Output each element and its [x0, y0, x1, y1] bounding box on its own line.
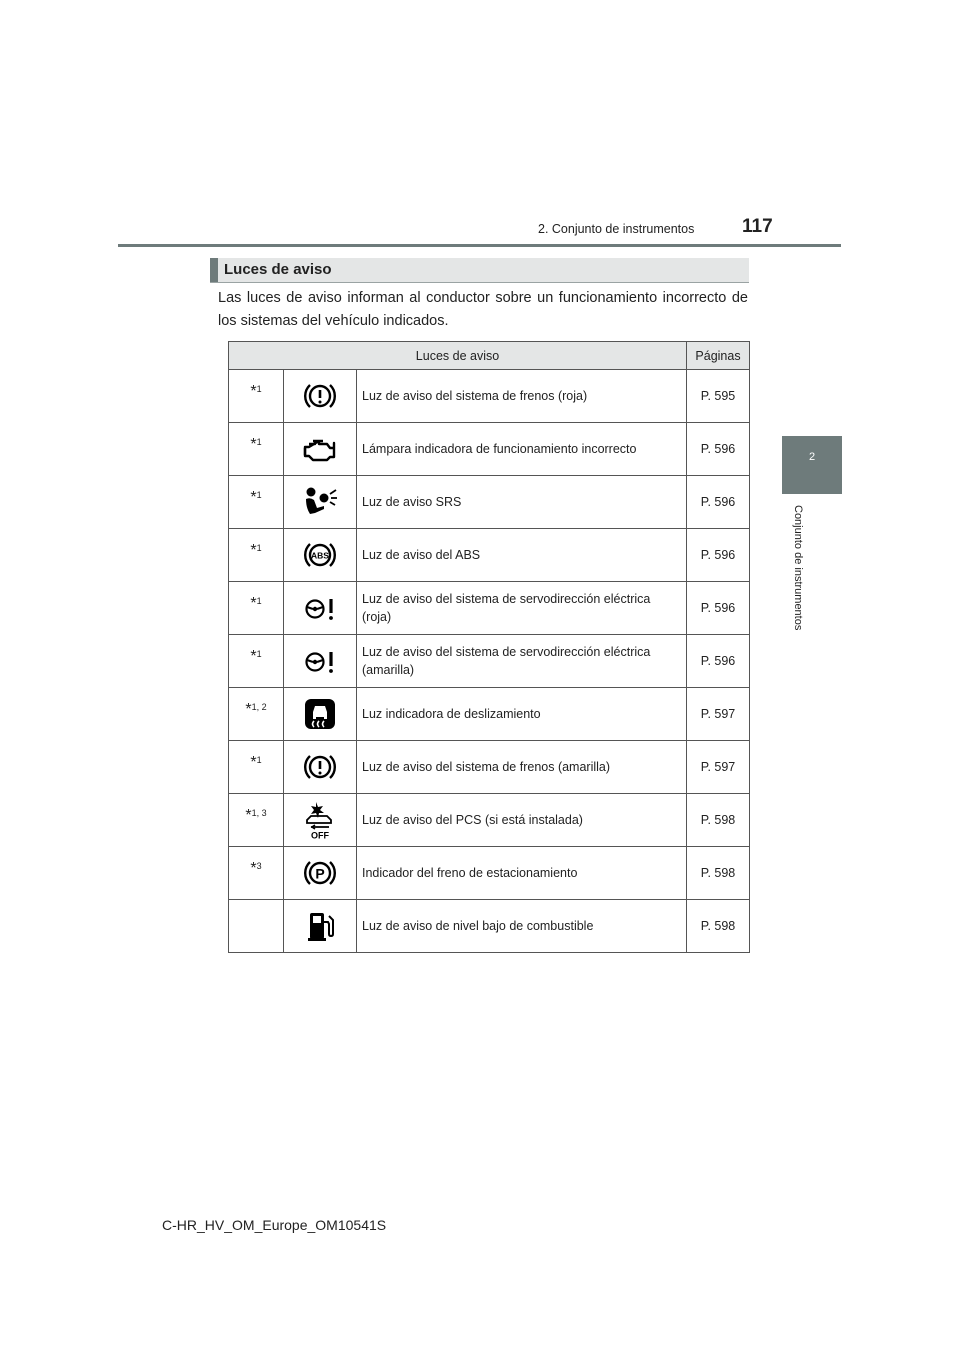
- power-steering-icon: [284, 582, 357, 635]
- footnote-number: 1: [256, 755, 262, 765]
- page-reference: P. 598: [687, 847, 750, 900]
- document-code: C-HR_HV_OM_Europe_OM10541S: [162, 1217, 387, 1233]
- footnote-mark: [229, 423, 284, 476]
- page-reference: P. 596: [687, 423, 750, 476]
- page-reference: P. 598: [687, 794, 750, 847]
- header-pages: Páginas: [687, 342, 750, 370]
- check-engine-icon: [284, 423, 357, 476]
- asterisk: *: [250, 754, 257, 771]
- table-row: [229, 635, 750, 688]
- slip-indicator-icon: [284, 688, 357, 741]
- light-description: Luz de aviso del PCS (si está instalada): [357, 794, 687, 847]
- intro-paragraph: Las luces de aviso informan al conductor sobre un funcionamiento incorrecto de los sistemas del vehículo indicados.: [218, 290, 748, 329]
- chapter-tab-number: 2: [808, 451, 816, 463]
- page-reference: P. 596: [687, 635, 750, 688]
- header-lights: Luces de aviso: [229, 342, 687, 370]
- header-section-title: 2. Conjunto de instrumentos: [538, 222, 695, 236]
- footnote-mark: [229, 370, 284, 423]
- table-row: [229, 529, 750, 582]
- table-row: [229, 741, 750, 794]
- light-description: Luz de aviso del ABS: [357, 529, 687, 582]
- page-reference: P. 595: [687, 370, 750, 423]
- footnote-number: 1, 2: [251, 702, 267, 712]
- footnote-number: 1: [256, 649, 262, 659]
- section-heading-accent: [210, 258, 218, 282]
- table-header-row: [229, 342, 750, 370]
- light-description: Luz de aviso del sistema de servodirección eléctrica (amarilla): [357, 635, 687, 688]
- pcs-off-icon: [284, 794, 357, 847]
- abs-icon: [284, 529, 357, 582]
- svg-text:OFF: OFF: [311, 830, 329, 840]
- section-heading: [210, 258, 749, 283]
- light-description: Luz de aviso del sistema de servodirección eléctrica (roja): [357, 582, 687, 635]
- asterisk: *: [250, 595, 257, 612]
- light-description: Luz de aviso de nivel bajo de combustible: [357, 900, 687, 953]
- asterisk: *: [245, 701, 252, 718]
- footnote-number: 1: [256, 596, 262, 606]
- light-description: Luz de aviso SRS: [357, 476, 687, 529]
- chapter-tab: [782, 436, 842, 494]
- asterisk: *: [250, 383, 257, 400]
- asterisk: *: [250, 860, 257, 877]
- page-reference: P. 597: [687, 688, 750, 741]
- header-rule: [118, 244, 841, 247]
- footnote-mark: [229, 635, 284, 688]
- asterisk: *: [250, 648, 257, 665]
- section-heading-title: Luces de aviso: [224, 261, 332, 278]
- power-steering-icon: [284, 635, 357, 688]
- asterisk: *: [245, 807, 252, 824]
- footnote-mark: [229, 582, 284, 635]
- footnote-number: 1, 3: [251, 808, 267, 818]
- page-reference: P. 596: [687, 476, 750, 529]
- page-reference: P. 598: [687, 900, 750, 953]
- table-row: [229, 847, 750, 900]
- brake-warning-icon: [284, 370, 357, 423]
- footnote-mark: [229, 688, 284, 741]
- footnote-mark: [229, 794, 284, 847]
- footnote-mark: [229, 476, 284, 529]
- footnote-number: 1: [256, 384, 262, 394]
- light-description: Lámpara indicadora de funcionamiento incorrecto: [357, 423, 687, 476]
- asterisk: *: [250, 489, 257, 506]
- light-description: Indicador del freno de estacionamiento: [357, 847, 687, 900]
- footnote-number: 1: [256, 543, 262, 553]
- srs-airbag-icon: [284, 476, 357, 529]
- footnote-mark: [229, 900, 284, 953]
- light-description: Luz de aviso del sistema de frenos (amarilla): [357, 741, 687, 794]
- footnote-number: 3: [256, 861, 262, 871]
- svg-text:ABS: ABS: [311, 550, 329, 561]
- footnote-number: 1: [256, 490, 262, 500]
- table-row: [229, 688, 750, 741]
- table-row: [229, 423, 750, 476]
- asterisk: *: [250, 542, 257, 559]
- light-description: Luz indicadora de deslizamiento: [357, 688, 687, 741]
- page-number: 117: [742, 216, 773, 237]
- table-row: [229, 900, 750, 953]
- parking-brake-icon: [284, 847, 357, 900]
- footnote-number: 1: [256, 437, 262, 447]
- page-reference: P. 597: [687, 741, 750, 794]
- light-description: Luz de aviso del sistema de frenos (roja): [357, 370, 687, 423]
- table-row: [229, 582, 750, 635]
- low-fuel-icon: [284, 900, 357, 953]
- asterisk: *: [250, 436, 257, 453]
- page-reference: P. 596: [687, 529, 750, 582]
- table-row: [229, 370, 750, 423]
- chapter-tab-label: Conjunto de instrumentos: [792, 505, 804, 631]
- page-reference: P. 596: [687, 582, 750, 635]
- footnote-mark: [229, 741, 284, 794]
- table-row: [229, 794, 750, 847]
- warning-lights-table: [228, 341, 750, 953]
- svg-text:P: P: [315, 865, 325, 882]
- brake-warning-icon: [284, 741, 357, 794]
- footnote-mark: [229, 529, 284, 582]
- table-row: [229, 476, 750, 529]
- footnote-mark: [229, 847, 284, 900]
